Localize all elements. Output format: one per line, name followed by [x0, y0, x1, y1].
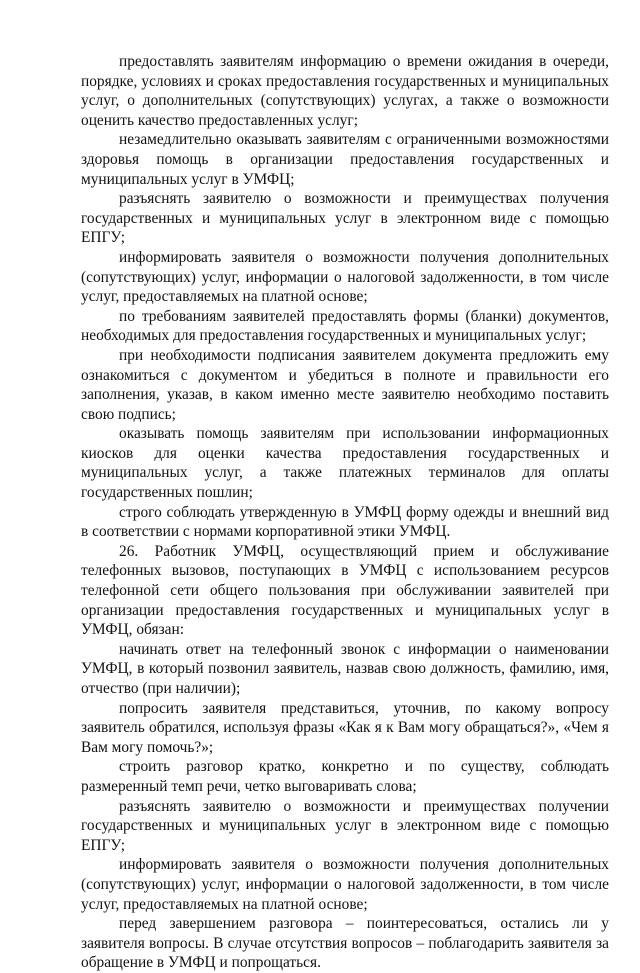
paragraph: информировать заявителя о возможности получения дополнительных (сопутствующих) услуг, информации о налоговой задолженности, в том числе услуг, предоставляемых на платной основе;: [81, 248, 609, 306]
paragraph: строить разговор кратко, конкретно и по существу, соблюдать размеренный темп речи, четко выговаривать слова;: [81, 758, 609, 795]
paragraph: строго соблюдать утвержденную в УМФЦ форму одежды и внешний вид в соответствии с нормами корпоративной этики УМФЦ.: [81, 503, 609, 541]
paragraph: разъяснять заявителю о возможности и преимуществах получении государственных и муниципальных услуг в электронном виде с помощью ЕПГУ;: [81, 797, 609, 854]
paragraph: оказывать помощь заявителям при использовании информационных киосков для оценки качества предоставления государственных и муниципальных услуг, а также платежных терминалов для оплаты государственных пошлин;: [81, 425, 609, 502]
paragraph: предоставлять заявителям информацию о времени ожидания в очереди, порядке, условиях и сроках предоставления государственных и муниципальных услуг, о дополнительных (сопутствующих) услугах, а также о возможности оценить качество предоставленных услуг;: [81, 53, 609, 129]
paragraph: перед завершением разговора – поинтересоваться, остались ли у заявителя вопросы. В случае отсутствия вопросов – поблагодарить заявителя за обращение в УМФЦ и попрощаться.: [81, 915, 609, 972]
paragraph: попросить заявителя представиться, уточнив, по какому вопросу заявитель обратился, используя фразы «Как я к Вам могу обращаться?», «Чем я Вам могу помочь?»;: [81, 699, 609, 756]
paragraph: по требованиям заявителей предоставлять формы (бланки) документов, необходимых для предоставления государственных и муниципальных услуг;: [81, 307, 609, 345]
document-page: [81, 52, 609, 973]
paragraph: незамедлительно оказывать заявителям с ограниченными возможностями здоровья помощь в организации предоставления государственных и муниципальных услуг в УМФЦ;: [81, 131, 609, 188]
paragraph: начинать ответ на телефонный звонок с информации о наименовании УМФЦ, в который позвонил заявитель, назвав свою должность, фамилию, имя, отчество (при наличии);: [81, 640, 609, 697]
paragraph: 26. Работник УМФЦ, осуществляющий прием и обслуживание телефонных вызовов, поступающих в УМФЦ с использованием ресурсов телефонной сети общего пользования при обслуживании заявителей при организации предоставления государственных и муниципальных услуг в УМФЦ, обязан:: [81, 542, 609, 639]
paragraph: информировать заявителя о возможности получения дополнительных (сопутствующих) услуг, информации о налоговой задолженности, в том числе услуг, предоставляемых на платной основе;: [81, 856, 609, 913]
paragraph: разъяснять заявителю о возможности и преимуществах получения государственных и муниципальных услуг в электронном виде с помощью ЕПГУ;: [81, 190, 609, 247]
paragraph: при необходимости подписания заявителем документа предложить ему ознакомиться с документом и убедиться в полноте и правильности его заполнения, указав, в каком именно месте заявителю необходимо поставить свою подпись;: [81, 346, 609, 423]
